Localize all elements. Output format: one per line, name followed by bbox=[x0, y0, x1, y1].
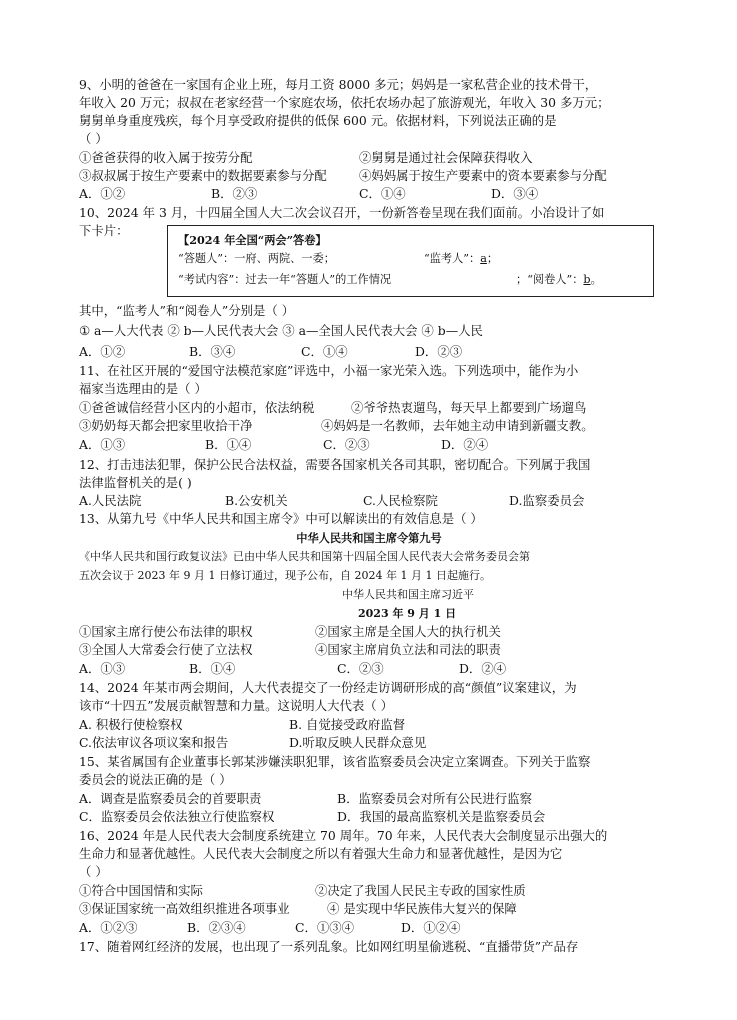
q11-choice-d[interactable]: D．②④ bbox=[441, 437, 489, 452]
q16-option-1: ①符合中国国情和实际 bbox=[79, 883, 203, 898]
order-date: 2023 年 9 月 1 日 bbox=[358, 607, 457, 620]
q15-choice-b[interactable]: B．监察委员会对所有公民进行监察 bbox=[337, 791, 532, 806]
q13-options-row1 bbox=[79, 623, 659, 641]
q13-options-row2 bbox=[79, 641, 659, 659]
q14-choice-c[interactable]: C.依法审议各项议案和报告 bbox=[79, 735, 229, 750]
q14-choice-a[interactable]: A. 积极行使检察权 bbox=[79, 717, 183, 732]
card-blank-b: b bbox=[583, 273, 591, 286]
q9-choice-a[interactable]: A．①② bbox=[79, 186, 126, 201]
q11-option-3: ③奶奶每天都会把家里收拾干净 bbox=[79, 418, 253, 433]
order-title: 中华人民共和国主席令第九号 bbox=[296, 531, 442, 545]
q11-choice-c[interactable]: C．②③ bbox=[323, 437, 370, 452]
q14-choice-b[interactable]: B. 自觉接受政府监督 bbox=[289, 717, 406, 732]
q12-choice-a[interactable]: A.人民法院 bbox=[79, 493, 142, 508]
card-proctor: “监考人”：a； bbox=[424, 252, 499, 265]
q16-option-3: ③保证国家统一高效组织推进各项事业 bbox=[79, 901, 290, 916]
order-text-line1: 《中华人民共和国行政复议法》已由中华人民共和国第十四届全国人民代表大会常务委员会第 bbox=[79, 550, 530, 563]
q13-option-3: ③全国人大常委会行使了立法权 bbox=[79, 642, 253, 657]
q10-choice-a[interactable]: A．①② bbox=[79, 344, 126, 359]
q11-choice-a[interactable]: A．①③ bbox=[79, 437, 126, 452]
q10-choice-d[interactable]: D．②③ bbox=[415, 344, 463, 359]
q11-option-4: ④妈妈是一名教师，去年她主动申请到新疆支教。 bbox=[321, 418, 594, 433]
q16-options-row1 bbox=[79, 882, 659, 900]
q14-choices-row2 bbox=[79, 734, 659, 752]
q16-choice-b[interactable]: B．②③④ bbox=[187, 920, 246, 935]
q10-choice-b[interactable]: B．③④ bbox=[189, 344, 236, 359]
q9-stem-line1: 9、小明的爸爸在一家国有企业上班，每月工资 8000 多元；妈妈是一家私营企业的技术骨干， bbox=[79, 77, 598, 92]
card-answerer: “答题人”：一府、两院、一委； bbox=[178, 252, 335, 265]
q16-option-2: ②决定了我国人民民主专政的国家性质 bbox=[315, 883, 526, 898]
q13-choice-d[interactable]: D．②④ bbox=[459, 661, 507, 676]
card-title: 【2024 年全国“两会”答卷】 bbox=[178, 233, 327, 247]
q9-option-3: ③叔叔属于按生产要素中的数据要素参与分配 bbox=[79, 168, 327, 183]
q10-stem-line2: 下卡片： bbox=[79, 223, 129, 238]
q13-option-1: ①国家主席行使公布法律的职权 bbox=[79, 624, 253, 639]
q12-choice-c[interactable]: C.人民检察院 bbox=[363, 493, 438, 508]
q9-stem-line3: 舅舅单身重度残疾，每个月享受政府提供的低保 600 元。依据材料，下列说法正确的是 bbox=[79, 113, 557, 128]
q12-choice-b[interactable]: B.公安机关 bbox=[225, 493, 288, 508]
q15-choice-d[interactable]: D．我国的最高监察机关是监察委员会 bbox=[337, 809, 546, 824]
q9-choices bbox=[79, 185, 659, 203]
q15-stem-line1: 15、某省属国有企业董事长郭某涉嫌渎职犯罪，该省监察委员会决定立案调查。下列关于监察 bbox=[79, 754, 591, 769]
q16-choices bbox=[79, 919, 659, 937]
q11-choices bbox=[79, 436, 659, 454]
q14-choice-d[interactable]: D.听取反映人民群众意见 bbox=[289, 735, 427, 750]
q15-choice-c[interactable]: C．监察委员会依法独立行使监察权 bbox=[79, 809, 275, 824]
q16-choice-c[interactable]: C．①③④ bbox=[295, 920, 355, 935]
q11-choice-b[interactable]: B．①④ bbox=[205, 437, 252, 452]
q16-choice-d[interactable]: D．①②④ bbox=[401, 920, 461, 935]
q11-stem-line1: 11、在社区开展的“爱国守法模范家庭”评选中，小福一家光荣入选。下列选项中，能作为小 bbox=[79, 363, 579, 378]
q15-choice-a[interactable]: A．调查是监察委员会的首要职责 bbox=[79, 791, 262, 806]
q11-option-1: ①爸爸诚信经营小区内的小超市，依法纳税 bbox=[79, 400, 315, 415]
order-signature: 中华人民共和国主席习近平 bbox=[342, 588, 474, 601]
q9-choice-c[interactable]: C．①④ bbox=[359, 186, 406, 201]
q9-choice-b[interactable]: B．②③ bbox=[211, 186, 258, 201]
q13-choice-b[interactable]: B．①④ bbox=[189, 661, 236, 676]
q13-stem: 13、从第九号《中华人民共和国主席令》中可以解读出的有效信息是（ ） bbox=[79, 511, 483, 526]
q10-choice-c[interactable]: C．①④ bbox=[301, 344, 348, 359]
q12-stem-line2: 法律监督机关的是( ) bbox=[79, 475, 192, 490]
card-blank-a: a bbox=[480, 252, 487, 265]
q16-stem-line2: 生命力和显著优越性。人民代表大会制度之所以有着强大生命力和显著优越性，是因为它 bbox=[79, 846, 563, 861]
q11-stem-line2: 福家当选理由的是（ ） bbox=[79, 381, 207, 396]
q10-options: ① a—人大代表 ② b—人民代表大会 ③ a—全国人民代表大会 ④ b—人民 bbox=[79, 323, 483, 338]
q13-option-2: ②国家主席是全国人大的执行机关 bbox=[315, 624, 501, 639]
q11-options-row1 bbox=[79, 399, 659, 417]
q9-option-2: ②舅舅是通过社会保障获得收入 bbox=[359, 150, 533, 165]
q9-option-1: ①爸爸获得的收入属于按劳分配 bbox=[79, 150, 253, 165]
q14-stem-line1: 14、2024 年某市两会期间，人大代表提交了一份经走访调研形成的高“颜值”议案建议，为 bbox=[79, 680, 577, 695]
q16-options-row2 bbox=[79, 900, 659, 918]
q16-option-4: ④ 是实现中华民族伟大复兴的保障 bbox=[327, 901, 517, 916]
q9-options-row2 bbox=[79, 167, 659, 185]
q12-choices bbox=[79, 492, 659, 510]
q9-stem-line2: 年收入 20 万元；叔叔在老家经营一个家庭农场，依托农场办起了旅游观光，年收入 30 多万元； bbox=[79, 95, 610, 110]
q15-choices-row2 bbox=[79, 808, 659, 826]
q14-choices-row1 bbox=[79, 716, 659, 734]
q10-info-card bbox=[167, 225, 654, 297]
q16-stem-line1: 16、2024 年是人民代表大会制度系统建立 70 周年。70 年来，人民代表大会制度显示出强大的 bbox=[79, 828, 608, 843]
q14-stem-line2: 该市“十四五”发展贡献智慧和力量。这说明人大代表（ ） bbox=[79, 698, 393, 713]
q16-choice-a[interactable]: A．①②③ bbox=[79, 920, 138, 935]
q13-choice-a[interactable]: A．①③ bbox=[79, 661, 126, 676]
q13-choice-c[interactable]: C．②③ bbox=[337, 661, 384, 676]
q12-stem-line1: 12、打击违法犯罪，保护公民合法权益，需要各国家机关各司其职，密切配合。下列属于我国 bbox=[79, 457, 591, 472]
q13-choices bbox=[79, 660, 659, 678]
q10-question: 其中，“监考人”和“阅卷人”分别是（ ） bbox=[79, 303, 295, 318]
q9-option-4: ④妈妈属于按生产要素中的资本要素参与分配 bbox=[359, 168, 607, 183]
q13-option-4: ④国家主席肩负立法和司法的职责 bbox=[315, 642, 501, 657]
q17-stem-line1: 17、随着网红经济的发展，也出现了一系列乱象。比如网红明星偷逃税、“直播带货”产品存 bbox=[79, 939, 579, 954]
q12-choice-d[interactable]: D.监察委员会 bbox=[509, 493, 585, 508]
order-text-line2: 五次会议于 2023 年 9 月 1 日修订通过，现予公布，自 2024 年 1 月 1 日起施行。 bbox=[79, 569, 491, 582]
q16-answer-bracket: （ ） bbox=[79, 864, 108, 879]
q15-stem-line2: 委员会的说法正确的是（ ） bbox=[79, 772, 232, 787]
q10-choices bbox=[79, 343, 659, 361]
card-content: “考试内容”：过去一年“答题人”的工作情况 bbox=[178, 273, 392, 286]
q9-choice-d[interactable]: D．③④ bbox=[491, 186, 539, 201]
card-grader: ；“阅卷人”：b。 bbox=[516, 273, 602, 286]
q9-answer-bracket: （ ） bbox=[79, 131, 108, 146]
q15-choices-row1 bbox=[79, 790, 659, 808]
q10-stem-line1: 10、2024 年 3 月，十四届全国人大二次会议召开，一份新答卷呈现在我们面前。小冶设计了如 bbox=[79, 205, 605, 220]
q11-option-2: ②爷爷热衷遛鸟，每天早上都要到广场遛鸟 bbox=[351, 400, 587, 415]
q9-options-row1 bbox=[79, 149, 659, 167]
q11-options-row2 bbox=[79, 417, 659, 435]
